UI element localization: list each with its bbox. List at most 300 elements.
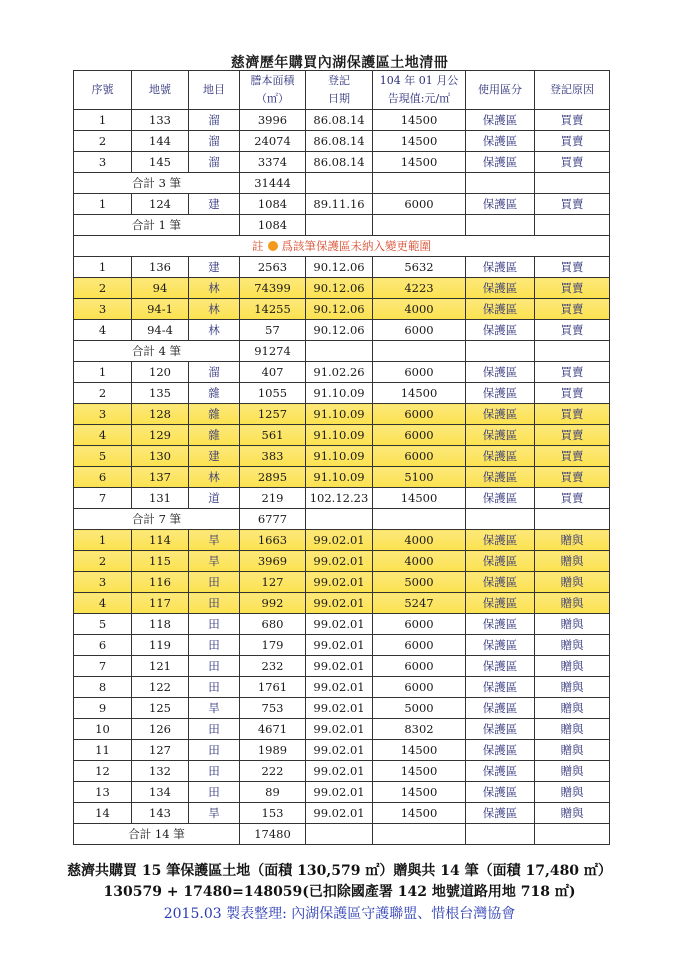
row-category: 雜: [189, 404, 240, 425]
row-category: 溜: [189, 110, 240, 131]
row-zone: 保護區: [466, 530, 535, 551]
table-row: [74, 257, 610, 278]
row-reason: 買賣: [535, 446, 610, 467]
row-reason: 買賣: [535, 362, 610, 383]
row-zone: 保護區: [466, 740, 535, 761]
row-zone: 保護區: [466, 110, 535, 131]
row-date: 99.02.01: [306, 740, 373, 761]
row-value: 6000: [373, 635, 466, 656]
table-row: [74, 194, 610, 215]
row-zone: 保護區: [466, 446, 535, 467]
row-date: 91.02.26: [306, 362, 373, 383]
row-area: 89: [240, 782, 306, 803]
row-lot: 94-4: [132, 320, 189, 341]
row-area: 992: [240, 593, 306, 614]
empty-cell: [373, 509, 466, 530]
row-seq: 11: [74, 740, 132, 761]
document-title: 慈濟歷年購買內湖保護區土地清冊: [230, 55, 449, 71]
row-seq: 1: [74, 110, 132, 131]
row-date: 90.12.06: [306, 320, 373, 341]
row-reason: 贈與: [535, 740, 610, 761]
row-lot: 131: [132, 488, 189, 509]
table-row: [74, 614, 610, 635]
row-date: 89.11.16: [306, 194, 373, 215]
row-reason: 贈與: [535, 698, 610, 719]
table-row-highlighted: [74, 530, 610, 551]
row-date: 99.02.01: [306, 635, 373, 656]
row-zone: 保護區: [466, 299, 535, 320]
row-seq: 2: [74, 278, 132, 299]
row-value: 4223: [373, 278, 466, 299]
row-date: 91.10.09: [306, 383, 373, 404]
row-area: 14255: [240, 299, 306, 320]
row-reason: 買賣: [535, 320, 610, 341]
row-category: 溜: [189, 362, 240, 383]
row-reason: 贈與: [535, 803, 610, 824]
row-area: 3374: [240, 152, 306, 173]
row-zone: 保護區: [466, 593, 535, 614]
table-row: [74, 677, 610, 698]
row-value: 5000: [373, 698, 466, 719]
row-category: 田: [189, 677, 240, 698]
note-text: 爲該筆保護區未納入變更範圍: [281, 239, 431, 253]
empty-cell: [373, 173, 466, 194]
row-zone: 保護區: [466, 572, 535, 593]
row-date: 86.08.14: [306, 110, 373, 131]
row-value: 6000: [373, 656, 466, 677]
subtotal-row: [74, 173, 610, 194]
empty-cell: [306, 215, 373, 236]
row-zone: 保護區: [466, 698, 535, 719]
row-zone: 保護區: [466, 656, 535, 677]
row-category: 建: [189, 194, 240, 215]
row-value: 14500: [373, 761, 466, 782]
row-seq: 3: [74, 152, 132, 173]
row-value: 6000: [373, 194, 466, 215]
empty-cell: [535, 173, 610, 194]
table-row-highlighted: [74, 572, 610, 593]
row-value: 6000: [373, 677, 466, 698]
row-seq: 1: [74, 362, 132, 383]
row-reason: 贈與: [535, 761, 610, 782]
row-zone: 保護區: [466, 278, 535, 299]
row-seq: 2: [74, 383, 132, 404]
row-lot: 134: [132, 782, 189, 803]
subtotal-label: 合計 4 筆: [74, 341, 240, 362]
row-lot: 114: [132, 530, 189, 551]
row-lot: 132: [132, 761, 189, 782]
row-area: 2563: [240, 257, 306, 278]
row-area: 1257: [240, 404, 306, 425]
row-category: 田: [189, 656, 240, 677]
table-row: [74, 110, 610, 131]
table-row-highlighted: [74, 593, 610, 614]
row-zone: 保護區: [466, 677, 535, 698]
row-category: 田: [189, 614, 240, 635]
row-zone: 保護區: [466, 257, 535, 278]
table-row: [74, 383, 610, 404]
table-row: [74, 131, 610, 152]
row-value: 14500: [373, 740, 466, 761]
row-date: 90.12.06: [306, 299, 373, 320]
row-value: 6000: [373, 362, 466, 383]
row-category: 雜: [189, 425, 240, 446]
row-lot: 145: [132, 152, 189, 173]
row-date: 91.10.09: [306, 425, 373, 446]
subtotal-area: 17480: [240, 824, 306, 845]
row-category: 旱: [189, 698, 240, 719]
row-value: 14500: [373, 383, 466, 404]
row-category: 田: [189, 593, 240, 614]
row-reason: 買賣: [535, 299, 610, 320]
row-category: 雜: [189, 383, 240, 404]
row-reason: 買賣: [535, 467, 610, 488]
row-seq: 3: [74, 299, 132, 320]
row-lot: 118: [132, 614, 189, 635]
row-reason: 買賣: [535, 404, 610, 425]
row-seq: 9: [74, 698, 132, 719]
header-reg-date: [306, 71, 373, 110]
row-date: 102.12.23: [306, 488, 373, 509]
row-seq: 4: [74, 593, 132, 614]
summary-line-2: 130579 + 17480=148059(已扣除國產署 142 地號道路用地 718 ㎡): [103, 884, 576, 900]
row-reason: 贈與: [535, 677, 610, 698]
row-seq: 6: [74, 467, 132, 488]
row-date: 99.02.01: [306, 761, 373, 782]
note-prefix: 註: [252, 239, 264, 253]
row-zone: 保護區: [466, 131, 535, 152]
row-seq: 2: [74, 131, 132, 152]
table-row: [74, 761, 610, 782]
row-category: 田: [189, 572, 240, 593]
note-row: [74, 236, 610, 257]
row-lot: 124: [132, 194, 189, 215]
table-row-highlighted: [74, 278, 610, 299]
header-value-line2: 告現值:元/㎡: [387, 92, 451, 105]
row-zone: 保護區: [466, 320, 535, 341]
row-zone: 保護區: [466, 719, 535, 740]
row-date: 91.10.09: [306, 467, 373, 488]
row-value: 5000: [373, 572, 466, 593]
subtotal-area: 1084: [240, 215, 306, 236]
row-seq: 12: [74, 761, 132, 782]
table-row: [74, 635, 610, 656]
row-category: 田: [189, 761, 240, 782]
row-date: 91.10.09: [306, 404, 373, 425]
row-zone: 保護區: [466, 614, 535, 635]
empty-cell: [373, 215, 466, 236]
row-category: 田: [189, 782, 240, 803]
row-reason: 贈與: [535, 782, 610, 803]
row-area: 232: [240, 656, 306, 677]
row-zone: 保護區: [466, 194, 535, 215]
subtotal-row: [74, 824, 610, 845]
row-area: 3996: [240, 110, 306, 131]
row-seq: 10: [74, 719, 132, 740]
row-category: 田: [189, 635, 240, 656]
empty-cell: [466, 341, 535, 362]
subtotal-label: 合計 14 筆: [74, 824, 240, 845]
empty-cell: [466, 173, 535, 194]
row-lot: 117: [132, 593, 189, 614]
empty-cell: [535, 341, 610, 362]
row-lot: 129: [132, 425, 189, 446]
row-value: 4000: [373, 551, 466, 572]
row-value: 14500: [373, 110, 466, 131]
table-row: [74, 782, 610, 803]
row-reason: 贈與: [535, 635, 610, 656]
row-area: 1989: [240, 740, 306, 761]
row-lot: 119: [132, 635, 189, 656]
table-row: [74, 698, 610, 719]
row-reason: 買賣: [535, 488, 610, 509]
row-zone: 保護區: [466, 782, 535, 803]
row-seq: 1: [74, 530, 132, 551]
row-zone: 保護區: [466, 551, 535, 572]
row-reason: 買賣: [535, 257, 610, 278]
row-reason: 贈與: [535, 614, 610, 635]
row-date: 99.02.01: [306, 719, 373, 740]
row-area: 1761: [240, 677, 306, 698]
empty-cell: [373, 341, 466, 362]
table-row: [74, 803, 610, 824]
header-area-line2: （㎡）: [256, 92, 289, 105]
table-row: [74, 320, 610, 341]
subtotal-area: 31444: [240, 173, 306, 194]
row-lot: 120: [132, 362, 189, 383]
row-area: 383: [240, 446, 306, 467]
row-area: 3969: [240, 551, 306, 572]
subtotal-area: 6777: [240, 509, 306, 530]
row-category: 田: [189, 740, 240, 761]
row-reason: 買賣: [535, 131, 610, 152]
subtotal-label: 合計 1 筆: [74, 215, 240, 236]
row-date: 99.02.01: [306, 593, 373, 614]
row-lot: 125: [132, 698, 189, 719]
subtotal-label: 合計 3 筆: [74, 173, 240, 194]
row-category: 旱: [189, 551, 240, 572]
row-seq: 1: [74, 194, 132, 215]
header-value: [373, 71, 466, 110]
table-row-highlighted: [74, 551, 610, 572]
row-date: 99.02.01: [306, 698, 373, 719]
row-area: 74399: [240, 278, 306, 299]
row-reason: 買賣: [535, 110, 610, 131]
row-area: 57: [240, 320, 306, 341]
header-area-line1: 謄本面積: [250, 74, 295, 87]
row-seq: 5: [74, 446, 132, 467]
row-lot: 121: [132, 656, 189, 677]
table-row-highlighted: [74, 467, 610, 488]
row-value: 6000: [373, 404, 466, 425]
empty-cell: [306, 173, 373, 194]
row-reason: 贈與: [535, 551, 610, 572]
row-zone: 保護區: [466, 803, 535, 824]
row-reason: 買賣: [535, 383, 610, 404]
row-seq: 1: [74, 257, 132, 278]
row-category: 溜: [189, 152, 240, 173]
row-value: 14500: [373, 782, 466, 803]
land-ledger-table: [73, 70, 610, 845]
header-reg-line1: 登記: [328, 74, 350, 87]
row-area: 1663: [240, 530, 306, 551]
row-lot: 116: [132, 572, 189, 593]
table-row-highlighted: [74, 446, 610, 467]
row-category: 旱: [189, 803, 240, 824]
row-zone: 保護區: [466, 404, 535, 425]
row-zone: 保護區: [466, 383, 535, 404]
row-seq: 2: [74, 551, 132, 572]
row-reason: 買賣: [535, 152, 610, 173]
row-seq: 14: [74, 803, 132, 824]
empty-cell: [373, 824, 466, 845]
row-area: 127: [240, 572, 306, 593]
row-value: 5247: [373, 593, 466, 614]
row-value: 8302: [373, 719, 466, 740]
row-area: 1084: [240, 194, 306, 215]
row-date: 99.02.01: [306, 656, 373, 677]
row-reason: 買賣: [535, 278, 610, 299]
row-zone: 保護區: [466, 467, 535, 488]
row-value: 14500: [373, 131, 466, 152]
header-value-line1: 104 年 01 月公: [379, 74, 459, 87]
row-date: 90.12.06: [306, 257, 373, 278]
row-lot: 122: [132, 677, 189, 698]
row-lot: 135: [132, 383, 189, 404]
header-area: [240, 71, 306, 110]
row-date: 86.08.14: [306, 152, 373, 173]
row-value: 5632: [373, 257, 466, 278]
row-area: 561: [240, 425, 306, 446]
row-lot: 137: [132, 467, 189, 488]
ledger-body: [74, 110, 610, 845]
row-date: 86.08.14: [306, 131, 373, 152]
empty-cell: [535, 215, 610, 236]
row-seq: 4: [74, 425, 132, 446]
table-row: [74, 740, 610, 761]
row-seq: 13: [74, 782, 132, 803]
row-category: 林: [189, 299, 240, 320]
row-category: 林: [189, 278, 240, 299]
row-area: 407: [240, 362, 306, 383]
table-row: [74, 362, 610, 383]
row-zone: 保護區: [466, 635, 535, 656]
table-row: [74, 656, 610, 677]
table-row-highlighted: [74, 404, 610, 425]
row-seq: 7: [74, 656, 132, 677]
row-lot: 128: [132, 404, 189, 425]
row-value: 4000: [373, 530, 466, 551]
row-lot: 115: [132, 551, 189, 572]
row-lot: 126: [132, 719, 189, 740]
row-reason: 贈與: [535, 656, 610, 677]
row-zone: 保護區: [466, 362, 535, 383]
row-category: 田: [189, 719, 240, 740]
header-reg-line2: 日期: [328, 92, 350, 105]
row-lot: 130: [132, 446, 189, 467]
row-lot: 143: [132, 803, 189, 824]
row-date: 99.02.01: [306, 551, 373, 572]
row-area: 222: [240, 761, 306, 782]
header-seq: 序號: [74, 71, 132, 110]
row-area: 153: [240, 803, 306, 824]
row-area: 179: [240, 635, 306, 656]
table-row: [74, 488, 610, 509]
table-row-highlighted: [74, 425, 610, 446]
row-lot: 144: [132, 131, 189, 152]
row-value: 6000: [373, 320, 466, 341]
row-value: 6000: [373, 425, 466, 446]
header-reason: 登記原因: [535, 71, 610, 110]
row-seq: 4: [74, 320, 132, 341]
row-category: 林: [189, 320, 240, 341]
row-reason: 贈與: [535, 530, 610, 551]
row-area: 2895: [240, 467, 306, 488]
row-category: 建: [189, 446, 240, 467]
row-value: 14500: [373, 152, 466, 173]
row-reason: 買賣: [535, 194, 610, 215]
row-value: 4000: [373, 299, 466, 320]
row-seq: 8: [74, 677, 132, 698]
row-date: 99.02.01: [306, 530, 373, 551]
row-category: 旱: [189, 530, 240, 551]
row-date: 99.02.01: [306, 677, 373, 698]
row-seq: 5: [74, 614, 132, 635]
empty-cell: [466, 509, 535, 530]
header-lot: 地號: [132, 71, 189, 110]
row-seq: 3: [74, 404, 132, 425]
subtotal-row: [74, 215, 610, 236]
subtotal-row: [74, 509, 610, 530]
empty-cell: [306, 824, 373, 845]
subtotal-row: [74, 341, 610, 362]
row-category: 建: [189, 257, 240, 278]
row-zone: 保護區: [466, 761, 535, 782]
row-date: 90.12.06: [306, 278, 373, 299]
row-lot: 94-1: [132, 299, 189, 320]
empty-cell: [466, 824, 535, 845]
row-value: 6000: [373, 614, 466, 635]
row-area: 219: [240, 488, 306, 509]
row-area: 753: [240, 698, 306, 719]
row-zone: 保護區: [466, 152, 535, 173]
row-date: 91.10.09: [306, 446, 373, 467]
row-reason: 贈與: [535, 572, 610, 593]
row-seq: 7: [74, 488, 132, 509]
empty-cell: [535, 509, 610, 530]
header-row: [74, 71, 610, 110]
credit-line: 2015.03 製表整理: 內湖保護區守護聯盟、惜根台灣協會: [163, 906, 516, 922]
summary-line-1: 慈濟共購買 15 筆保護區土地（面積 130,579 ㎡）贈與共 14 筆（面積 17,480 ㎡）: [67, 863, 612, 879]
table-row: [74, 152, 610, 173]
row-category: 溜: [189, 131, 240, 152]
header-zone: 使用區分: [466, 71, 535, 110]
header-category: 地目: [189, 71, 240, 110]
row-date: 99.02.01: [306, 782, 373, 803]
row-lot: 127: [132, 740, 189, 761]
row-area: 4671: [240, 719, 306, 740]
row-category: 道: [189, 488, 240, 509]
subtotal-area: 91274: [240, 341, 306, 362]
empty-cell: [306, 341, 373, 362]
table-row-highlighted: [74, 299, 610, 320]
row-lot: 136: [132, 257, 189, 278]
row-area: 1055: [240, 383, 306, 404]
row-date: 99.02.01: [306, 572, 373, 593]
row-seq: 3: [74, 572, 132, 593]
row-zone: 保護區: [466, 425, 535, 446]
row-lot: 133: [132, 110, 189, 131]
